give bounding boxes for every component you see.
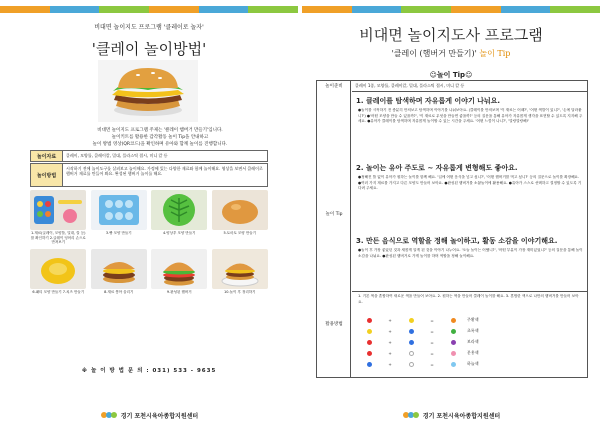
section-body: ●정해진 틀 없이 유아가 원하는 놀이를 함께 해요. '입에 어떤 음식을 넣고 싶니?', '어떤 햄버거를 먹고 싶니?' 등의 질문으로 놀이를 확장해요. ●여러 가지 재료를 가지고 다른 모양도 만들어 보아요. ●완성된 햄버거를 소꿉놀이에 활용해요. ●유아가 스스로 선택하고 결정할 수 있도록 기다려 주세요. xyxy=(358,175,582,190)
right-color-stripe xyxy=(302,6,600,13)
mix-row: + = 하늘색 xyxy=(358,361,528,367)
method-label: 놀이방법 xyxy=(31,164,63,186)
intro-line: 비대면 놀이지도 프로그램 주제는 '클레이 햄버거 만들기'입니다. xyxy=(97,128,223,133)
tip-label: 놀이 Tip xyxy=(325,212,343,217)
mix-result: 하늘색 xyxy=(467,361,479,366)
mix-result: 분홍색 xyxy=(467,350,479,355)
step-caption: 9.완성된 햄버거 xyxy=(166,290,192,294)
step-photo-bun xyxy=(212,190,268,230)
footer-text: 경기 포천시육아종합지원센터 xyxy=(120,412,199,420)
section-title: 3. 만든 음식으로 역할을 정해 놀이하고, 활동 소감을 이야기해요. xyxy=(356,237,558,245)
activity-label: 활용방법 xyxy=(325,322,343,327)
subtitle-main: '클레이 (햄버거 만들기)' xyxy=(391,49,477,58)
left-footer xyxy=(0,410,298,420)
mix-row: + = 주황색 xyxy=(358,317,528,323)
step-photo-molds xyxy=(91,190,147,230)
mix-row: + = 보라색 xyxy=(358,339,528,345)
prep-label: 놀이준비 xyxy=(325,84,343,89)
intro-line: 놀이키트를 활용한 감각활동 놀이 Tip을 안내하고 xyxy=(111,135,209,140)
left-color-stripe xyxy=(0,6,298,13)
left-title: '클레이 놀이방법' xyxy=(91,40,207,58)
tips-table xyxy=(316,80,588,378)
step-caption: 6.패티 모양 만들기 7.치즈 만들기 xyxy=(32,290,85,294)
activity-text: 1. 기본 색을 혼합하여 새로운 색을 만들어 보아요. 2. 원하는 색을 만들어 클레이 놀이를 해요. 3. 혼합한 색으로 나만의 햄버거를 만들어 보아요. xyxy=(358,294,579,304)
step-cell xyxy=(91,249,148,304)
material-text: 클레이, 모양틀, 클레이칼, 밀대, 플라스틱 접시, 미니 칼 등 xyxy=(66,153,168,158)
step-cell xyxy=(151,249,208,304)
inquiry-phone: ※ 놀 이 방 법 문 의 : 031) 533 - 9635 xyxy=(81,368,217,374)
step-caption: 3.빵 모양 만들기 xyxy=(105,231,132,235)
divider xyxy=(352,91,587,92)
step-caption: 5.토마토 모양 만들기 xyxy=(223,231,257,235)
prep-text: 클레이 1종, 모양틀, 클레이칼, 밀대, 플라스틱 접시, 미니 칼 등 xyxy=(355,83,465,88)
step-photo-cleanup xyxy=(212,249,268,289)
right-footer xyxy=(302,410,600,420)
left-page xyxy=(0,0,298,424)
center-logo-icon xyxy=(100,410,118,420)
section-body: ●놀이를 시작하기 전 충분히 만져보고 탐색하며 이야기를 나눠보아요. (클레이를 만져보며 '이 재료는 어때?', '어떤 색깔이 있니?', '손에 달라붙니?') ●'어떤 모양을 만들 수 있을까?', '이 재료로 무엇을 만들면 좋을까?' 등의 질문을 통해 유아가 자유롭게 생각을 표현할 수 있도록 지지해 주세요. ●유아가 클레이를 탐색하며 자유롭게 놀이할 수 있는 시간을 주세요. '어떤 느낌이 나니?', '말랑말랑해!' xyxy=(358,108,583,123)
step-caption: 4.양상추 모양 만들기 xyxy=(162,231,196,235)
step-photo-burger xyxy=(151,249,207,289)
tips-content xyxy=(352,81,587,377)
steps-grid xyxy=(30,190,268,304)
section-title: 2. 놀이는 유아 주도로 ~ 자유롭게 변형해도 좋아요. xyxy=(356,164,518,172)
tips-heading: ☺놀이 Tip☺ xyxy=(429,71,473,79)
step-photo-cheese xyxy=(30,249,86,289)
mix-row: + = 분홍색 xyxy=(358,350,528,356)
mix-result: 보라색 xyxy=(467,339,479,344)
step-caption: 10.놀이 후 정리하기 xyxy=(224,290,256,294)
step-cell xyxy=(151,190,208,245)
step-cell xyxy=(91,190,148,245)
step-photo-stack xyxy=(91,249,147,289)
center-logo-icon xyxy=(402,410,420,420)
step-photo-tools xyxy=(30,190,86,230)
method-text: 시작하기 전에 놀이도구를 살펴보고 놀이해요. 가정에 있는 다양한 재료와 함께 놀이해요. 영상을 보면서 클레이로 햄버거 재료를 만들어 봐요. 완성된 햄버거 놀이를 해요. xyxy=(66,166,263,176)
method-row xyxy=(30,163,268,187)
intro-line: 놀이 방법 영상(QR코드)을 확인하며 유아와 함께 놀이를 진행합니다. xyxy=(92,142,228,147)
footer-text: 경기 포천시육아종합지원센터 xyxy=(422,412,501,420)
section-title: 1. 클레이를 탐색하며 자유롭게 이야기 나눠요. xyxy=(356,97,501,105)
section-body: ●놀이 후 가장 좋았던 것과 새롭게 알게 된 것을 이야기 나누어요. '오늘 놀이는 어땠니?', '어떤 부분이 가장 재미있었니?' 등의 질문을 통해 놀이 소감을 나눠요. ●완성된 햄버거로 가게 놀이를 하며 역할을 정해 놀이해요. xyxy=(358,248,583,258)
mix-result: 초록색 xyxy=(467,328,479,333)
mix-row: + = 초록색 xyxy=(358,328,528,334)
left-intro xyxy=(60,127,260,148)
left-subtitle: 비대면 놀이지도 프로그램 '클레이로 놀자' xyxy=(94,24,204,31)
step-cell xyxy=(212,249,269,304)
step-caption: 8.재료 쌓아 올리기 xyxy=(104,290,134,294)
right-page xyxy=(302,0,600,424)
step-photo-lettuce xyxy=(151,190,207,230)
right-title: 비대면 놀이지도사 프로그램 xyxy=(359,26,543,44)
mix-result: 주황색 xyxy=(467,317,479,322)
divider xyxy=(352,291,587,292)
tips-label-column xyxy=(317,81,351,377)
subtitle-tip: 놀이 Tip xyxy=(479,49,511,58)
material-label: 놀이자료 xyxy=(31,151,63,161)
step-cell xyxy=(212,190,269,245)
step-caption: 1.재료(클레이, 모양틀, 밀대, 칼 등)를 확인하기 2.클레이 덩어리 손으로 만져보기 xyxy=(30,231,86,244)
step-cell xyxy=(30,249,87,304)
material-row xyxy=(30,150,268,162)
right-subtitle xyxy=(302,48,600,59)
step-cell xyxy=(30,190,87,245)
burger-hero-image xyxy=(98,60,198,122)
